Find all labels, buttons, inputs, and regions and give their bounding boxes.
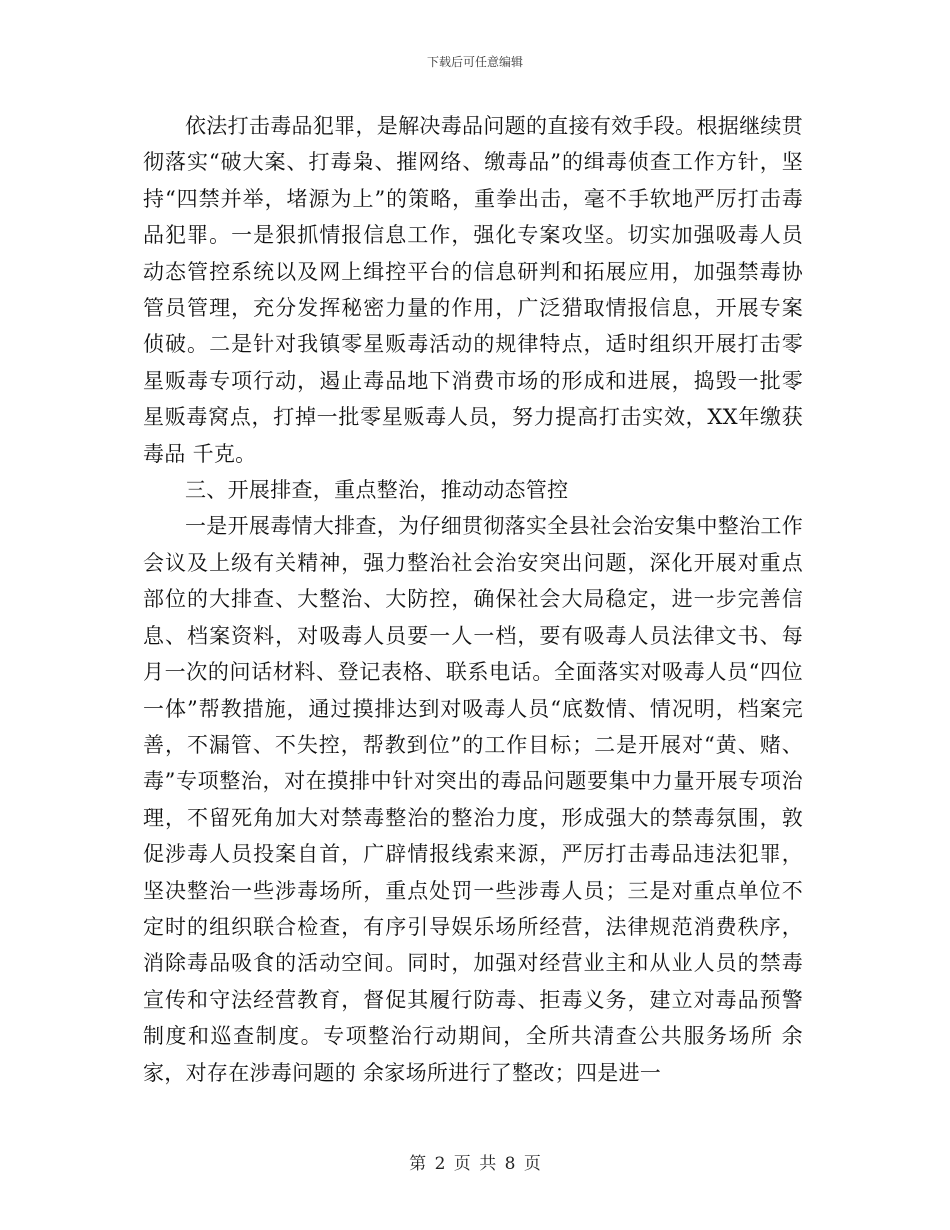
page-header-note: 下载后可任意编辑 [426,55,523,69]
paragraph-investigation-rectification: 一是开展毒情大排查，为仔细贯彻落实全县社会治安集中整治工作会议及上级有关精神，强力整治社会治安突出问题，深化开展对重点部位的大排查、大整治、大防控，确保社会大局稳定，进一步完善信息、档案资料，对吸毒人员要一人一档，要有吸毒人员法律文书、每月一次的问话材料、登记表格、联系电话。全面落实对吸毒人员“四位一体”帮教措施，通过摸排达到对吸毒人员“底数情、情况明，档案完善，不漏管、不失控，帮教到位”的工作目标；二是开展对“黄、赌、毒”专项整治，对在摸排中针对突出的毒品问题要集中力量开展专项治理，不留死角加大对禁毒整治的整治力度，形成强大的禁毒氛围，敦促涉毒人员投案自首，广辟情报线索来源，严厉打击毒品违法犯罪，坚决整治一些涉毒场所，重点处罚一些涉毒人员；三是对重点单位不定时的组织联合检查，有序引导娱乐场所经营，法律规范消费秩序，消除毒品吸食的活动空间。同时，加强对经营业主和从业人员的禁毒宣传和守法经营教育，督促其履行防毒、拒毒义务，建立对毒品预警制度和巡查制度。专项整治行动期间，全所共清查公共服务场所 余家，对存在涉毒问题的 余家场所进行了整改；四是进一 [143,514,803,1085]
paragraph-drug-crime-crackdown: 依法打击毒品犯罪，是解决毒品问题的直接有效手段。根据继续贯彻落实“破大案、打毒枭、摧网络、缴毒品”的缉毒侦查工作方针，坚持“四禁并举，堵源为上”的策略，重拳出击，毫不手软地严厉打击毒品犯罪。一是狠抓情报信息工作，强化专案攻坚。切实加强吸毒人员动态管控系统以及网上缉控平台的信息研判和拓展应用，加强禁毒协管员管理，充分发挥秘密力量的作用，广泛猎取情报信息，开展专案侦破。二是针对我镇零星贩毒活动的规律特点，适时组织开展打击零星贩毒专项行动，遏止毒品地下消费市场的形成和进展，捣毁一批零星贩毒窝点，打掉一批零星贩毒人员，努力提高打击实效，XX年缴获毒品 千克。 [143,114,803,466]
section-heading-investigation: 三、开展排查，重点整治，推动动态管控 [185,478,569,503]
document-body [143,108,803,1091]
page-number: 第 2 页 共 8 页 [409,1154,541,1174]
